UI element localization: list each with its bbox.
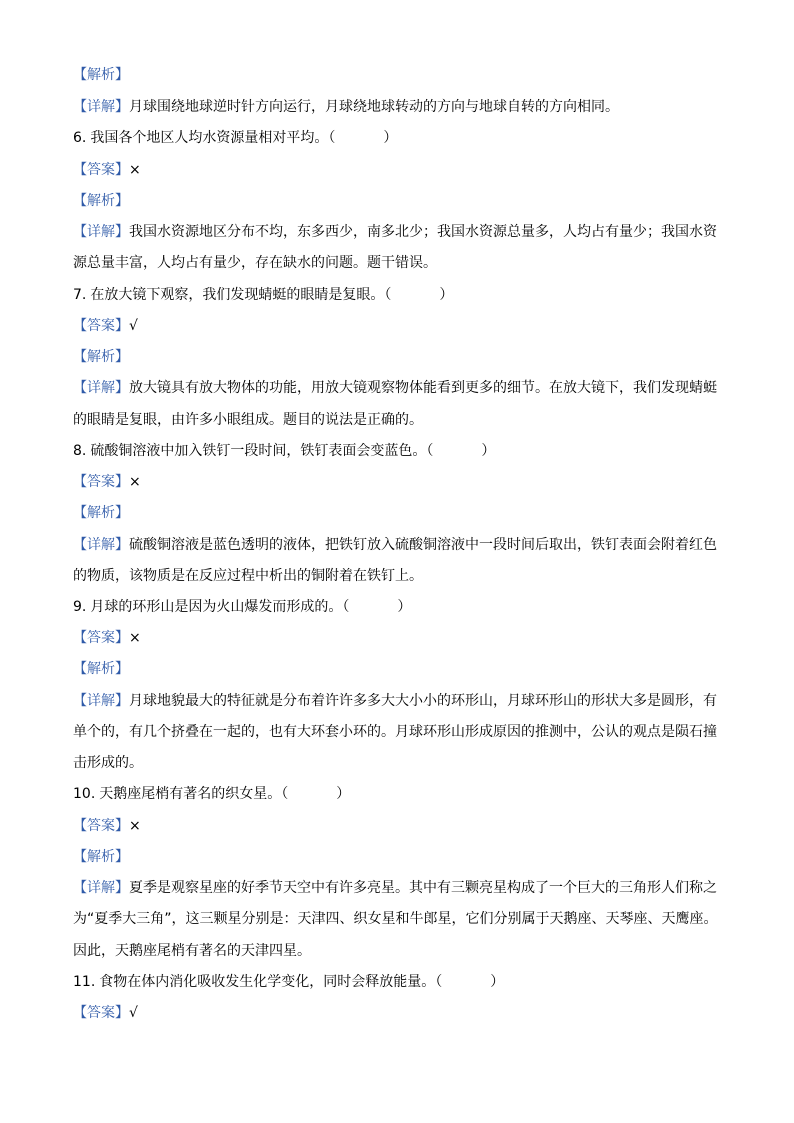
answer-paren-close: ） bbox=[397, 599, 412, 615]
question-text: 天鹅座尾梢有著名的织女星。 bbox=[99, 786, 282, 802]
analysis-heading bbox=[73, 498, 721, 529]
answer-mark: × bbox=[129, 818, 141, 834]
question-10 bbox=[73, 779, 721, 810]
question-7 bbox=[73, 280, 721, 311]
answer-paren-close: ） bbox=[490, 974, 505, 990]
answer-paren-close: ） bbox=[336, 786, 351, 802]
answer-mark: × bbox=[129, 474, 141, 490]
answer-paren-open: （ bbox=[342, 599, 350, 615]
detail-text: 放大镜具有放大物体的功能，用放大镜观察物体能看到更多的细节。在放大镜下，我们发现蜻蜓 bbox=[129, 380, 717, 396]
detail-continuation bbox=[73, 405, 721, 436]
answer-tag: 【答案】 bbox=[73, 162, 129, 178]
question-6 bbox=[73, 123, 721, 154]
detail-tag: 【详解】 bbox=[73, 880, 129, 896]
answer-paren-open: （ bbox=[384, 287, 392, 303]
detail-paragraph bbox=[73, 873, 721, 904]
answer-tag: 【答案】 bbox=[73, 818, 129, 834]
detail-paragraph bbox=[73, 530, 721, 561]
detail-tag: 【详解】 bbox=[73, 224, 129, 240]
detail-continuation bbox=[73, 248, 721, 279]
answer-paren-open: （ bbox=[426, 443, 434, 459]
detail-text: 的物质，该物质是在反应过程中析出的铜附着在铁钉上。 bbox=[73, 568, 423, 584]
analysis-tag: 【解析】 bbox=[73, 67, 129, 83]
detail-paragraph bbox=[73, 217, 721, 248]
question-11 bbox=[73, 967, 721, 998]
detail-paragraph bbox=[73, 686, 721, 717]
question-text: 月球的环形山是因为火山爆发而形成的。 bbox=[90, 599, 343, 615]
question-number: 9. bbox=[73, 599, 87, 615]
answer-tag: 【答案】 bbox=[73, 318, 129, 334]
answer-tag: 【答案】 bbox=[73, 1005, 129, 1021]
detail-continuation bbox=[73, 717, 721, 748]
analysis-tag: 【解析】 bbox=[73, 193, 129, 209]
analysis-tag: 【解析】 bbox=[73, 349, 129, 365]
answer-paren-open: （ bbox=[435, 974, 443, 990]
analysis-tag: 【解析】 bbox=[73, 661, 129, 677]
analysis-heading bbox=[73, 342, 721, 373]
detail-text: 夏季是观察星座的好季节天空中有许多亮星。其中有三颗亮星构成了一个巨大的三角形人们称之 bbox=[129, 880, 717, 896]
answer-mark: √ bbox=[129, 318, 138, 334]
analysis-heading bbox=[73, 186, 721, 217]
detail-text: 源总量丰富，人均占有量少，存在缺水的问题。题干错误。 bbox=[73, 255, 437, 271]
detail-continuation bbox=[73, 748, 721, 779]
analysis-heading bbox=[73, 654, 721, 685]
answer-mark: × bbox=[129, 162, 141, 178]
detail-tag: 【详解】 bbox=[73, 99, 129, 115]
detail-tag: 【详解】 bbox=[73, 693, 129, 709]
analysis-heading bbox=[73, 842, 721, 873]
detail-continuation bbox=[73, 936, 721, 967]
question-number: 11. bbox=[73, 974, 96, 990]
answer-7 bbox=[73, 311, 721, 342]
detail-text: 硫酸铜溶液是蓝色透明的液体，把铁钉放入硫酸铜溶液中一段时间后取出，铁钉表面会附着红色 bbox=[129, 537, 717, 553]
answer-9 bbox=[73, 623, 721, 654]
detail-text: 我国水资源地区分布不均，东多西少，南多北少；我国水资源总量多，人均占有量少；我国水资 bbox=[129, 224, 717, 240]
question-text: 硫酸铜溶液中加入铁钉一段时间，铁钉表面会变蓝色。 bbox=[90, 443, 427, 459]
analysis-tag: 【解析】 bbox=[73, 849, 129, 865]
answer-10 bbox=[73, 811, 721, 842]
analysis-heading bbox=[73, 60, 721, 91]
question-text: 我国各个地区人均水资源量相对平均。 bbox=[90, 130, 329, 146]
question-9 bbox=[73, 592, 721, 623]
question-text: 在放大镜下观察，我们发现蜻蜓的眼睛是复眼。 bbox=[90, 287, 385, 303]
question-8 bbox=[73, 436, 721, 467]
answer-tag: 【答案】 bbox=[73, 630, 129, 646]
detail-text: 的眼睛是复眼，由许多小眼组成。题目的说法是正确的。 bbox=[73, 412, 423, 428]
answer-6 bbox=[73, 155, 721, 186]
question-number: 7. bbox=[73, 287, 87, 303]
detail-continuation bbox=[73, 904, 721, 935]
analysis-tag: 【解析】 bbox=[73, 505, 129, 521]
answer-paren-open: （ bbox=[281, 786, 289, 802]
answer-paren-open: （ bbox=[328, 130, 336, 146]
answer-8 bbox=[73, 467, 721, 498]
detail-continuation bbox=[73, 561, 721, 592]
detail-tag: 【详解】 bbox=[73, 537, 129, 553]
answer-paren-close: ） bbox=[383, 130, 398, 146]
detail-text: 月球围绕地球逆时针方向运行，月球绕地球转动的方向与地球自转的方向相同。 bbox=[129, 99, 619, 115]
question-number: 10. bbox=[73, 786, 96, 802]
detail-tag: 【详解】 bbox=[73, 380, 129, 396]
answer-paren-close: ） bbox=[481, 443, 496, 459]
answer-paren-close: ） bbox=[439, 287, 454, 303]
question-number: 8. bbox=[73, 443, 87, 459]
answer-mark: × bbox=[129, 630, 141, 646]
question-number: 6. bbox=[73, 130, 87, 146]
detail-text: 为“夏季大三角”，这三颗星分别是：天津四、织女星和牛郎星，它们分别属于天鹅座、天琴座、天鹰座。 bbox=[73, 911, 718, 927]
detail-text: 击形成的。 bbox=[73, 755, 143, 771]
detail-text: 单个的，有几个挤叠在一起的，也有大环套小环的。月球环形山形成原因的推测中，公认的观点是陨石撞 bbox=[73, 724, 717, 740]
detail-text: 因此，天鹅座尾梢有著名的天津四星。 bbox=[73, 943, 311, 959]
detail-text: 月球地貌最大的特征就是分布着许许多多大大小小的环形山，月球环形山的形状大多是圆形，有 bbox=[129, 693, 717, 709]
detail-paragraph bbox=[73, 373, 721, 404]
answer-mark: √ bbox=[129, 1005, 138, 1021]
detail-paragraph bbox=[73, 92, 721, 123]
question-text: 食物在体内消化吸收发生化学变化，同时会释放能量。 bbox=[99, 974, 436, 990]
answer-tag: 【答案】 bbox=[73, 474, 129, 490]
answer-11 bbox=[73, 998, 721, 1029]
